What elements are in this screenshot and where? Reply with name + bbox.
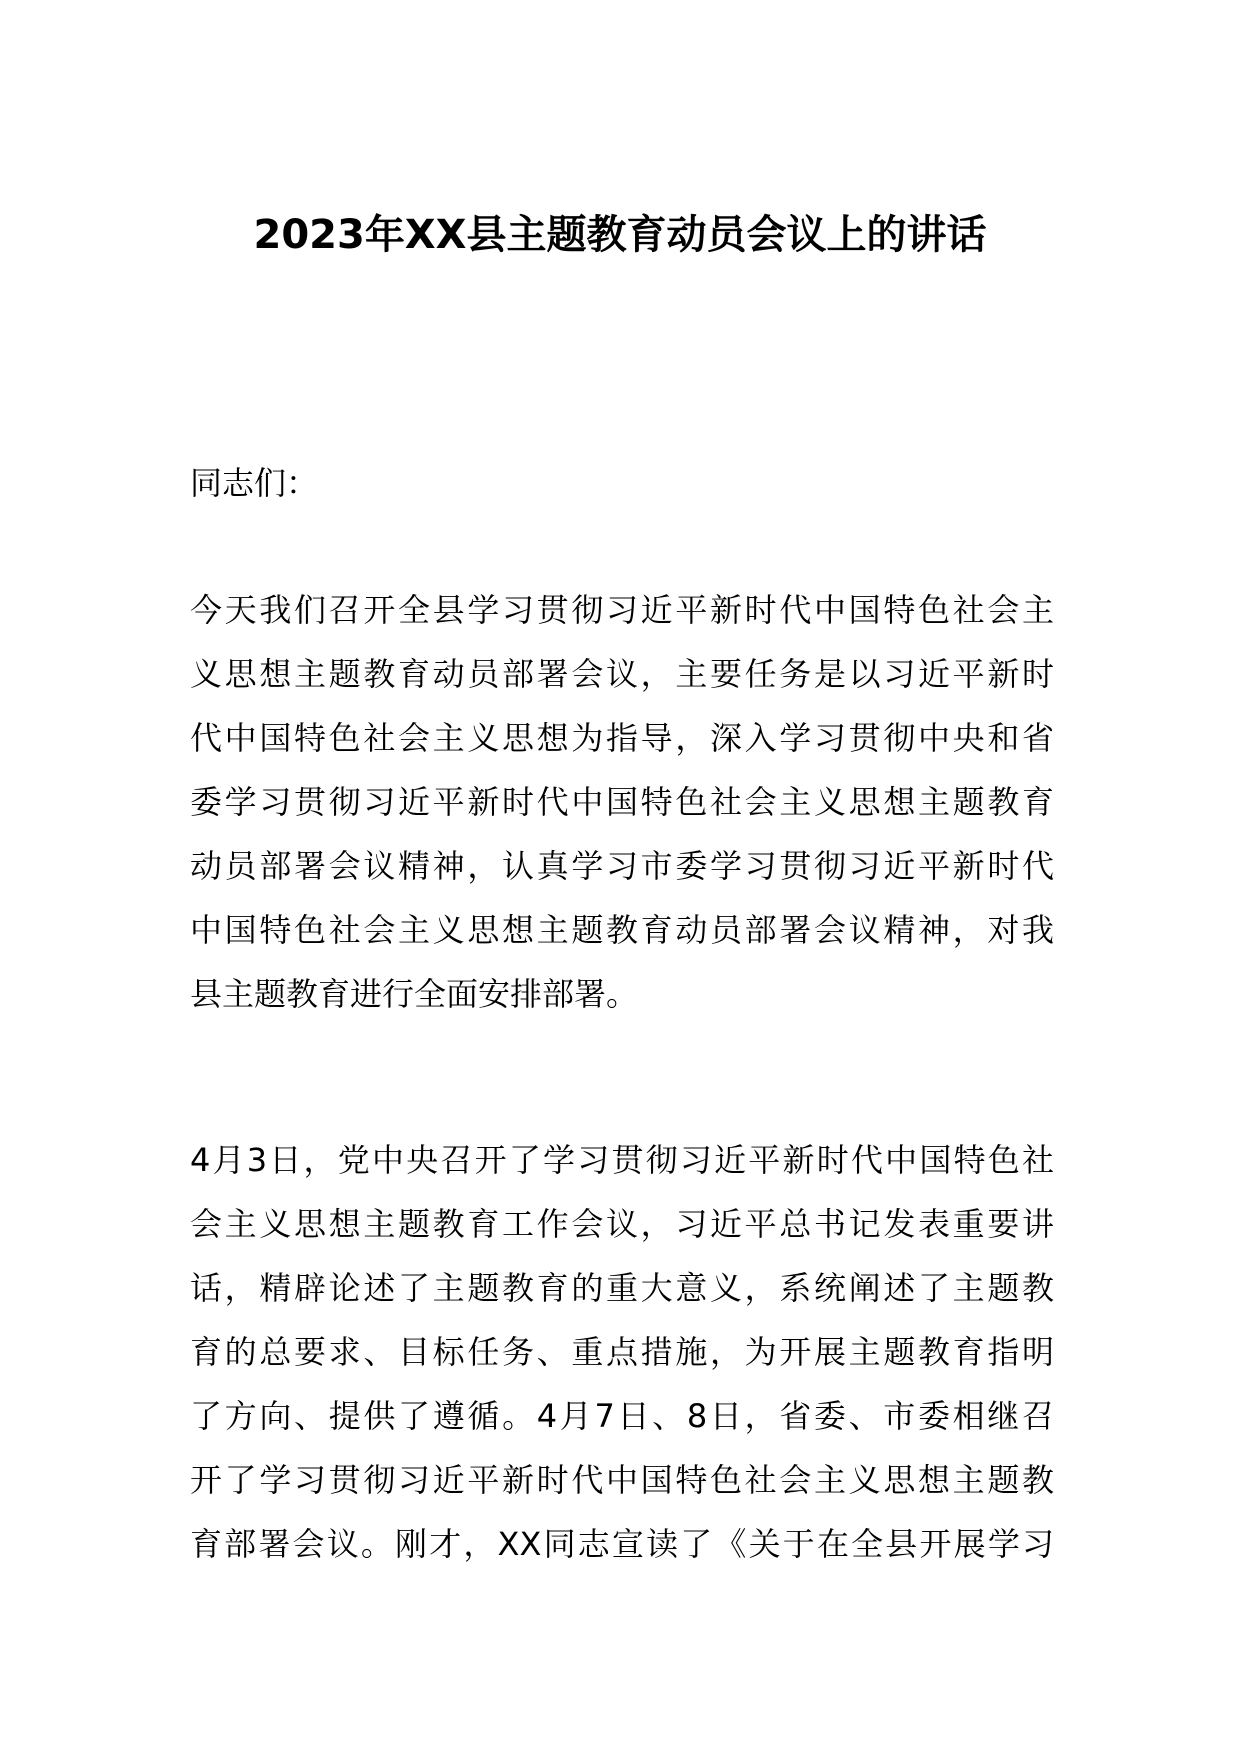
paragraph-line: 代中国特色社会主义思想为指导，深入学习贯彻中央和省 [190, 719, 1054, 757]
paragraph-line: 开了学习贯彻习近平新时代中国特色社会主义思想主题教 [190, 1461, 1054, 1499]
paragraph-line: 4月3日，党中央召开了学习贯彻习近平新时代中国特色社 [190, 1141, 1054, 1179]
paragraph-line: 会主义思想主题教育工作会议，习近平总书记发表重要讲 [190, 1205, 1054, 1243]
paragraph-line: 今天我们召开全县学习贯彻习近平新时代中国特色社会主 [190, 591, 1054, 629]
paragraph-line: 话，精辟论述了主题教育的重大意义，系统阐述了主题教 [190, 1269, 1054, 1307]
paragraph-line: 义思想主题教育动员部署会议，主要任务是以习近平新时 [190, 655, 1054, 693]
paragraph-line: 育的总要求、目标任务、重点措施，为开展主题教育指明 [190, 1333, 1054, 1371]
paragraph-line: 县主题教育进行全面安排部署。 [190, 975, 639, 1013]
paragraph-line: 中国特色社会主义思想主题教育动员部署会议精神，对我 [190, 911, 1054, 949]
paragraph-line: 委学习贯彻习近平新时代中国特色社会主义思想主题教育 [190, 783, 1054, 821]
paragraph-line: 育部署会议。刚才，XX同志宣读了《关于在全县开展学习 [190, 1525, 1054, 1563]
paragraph-line: 了方向、提供了遵循。4月7日、8日，省委、市委相继召 [190, 1397, 1054, 1435]
paragraph-intro [190, 578, 1054, 1026]
document-title: 2023年XX县主题教育动员会议上的讲话 [253, 212, 987, 258]
paragraph-line: 动员部署会议精神，认真学习市委学习贯彻习近平新时代 [190, 847, 1054, 885]
greeting: 同志们： [190, 464, 319, 502]
paragraph-background [190, 1128, 1054, 1576]
